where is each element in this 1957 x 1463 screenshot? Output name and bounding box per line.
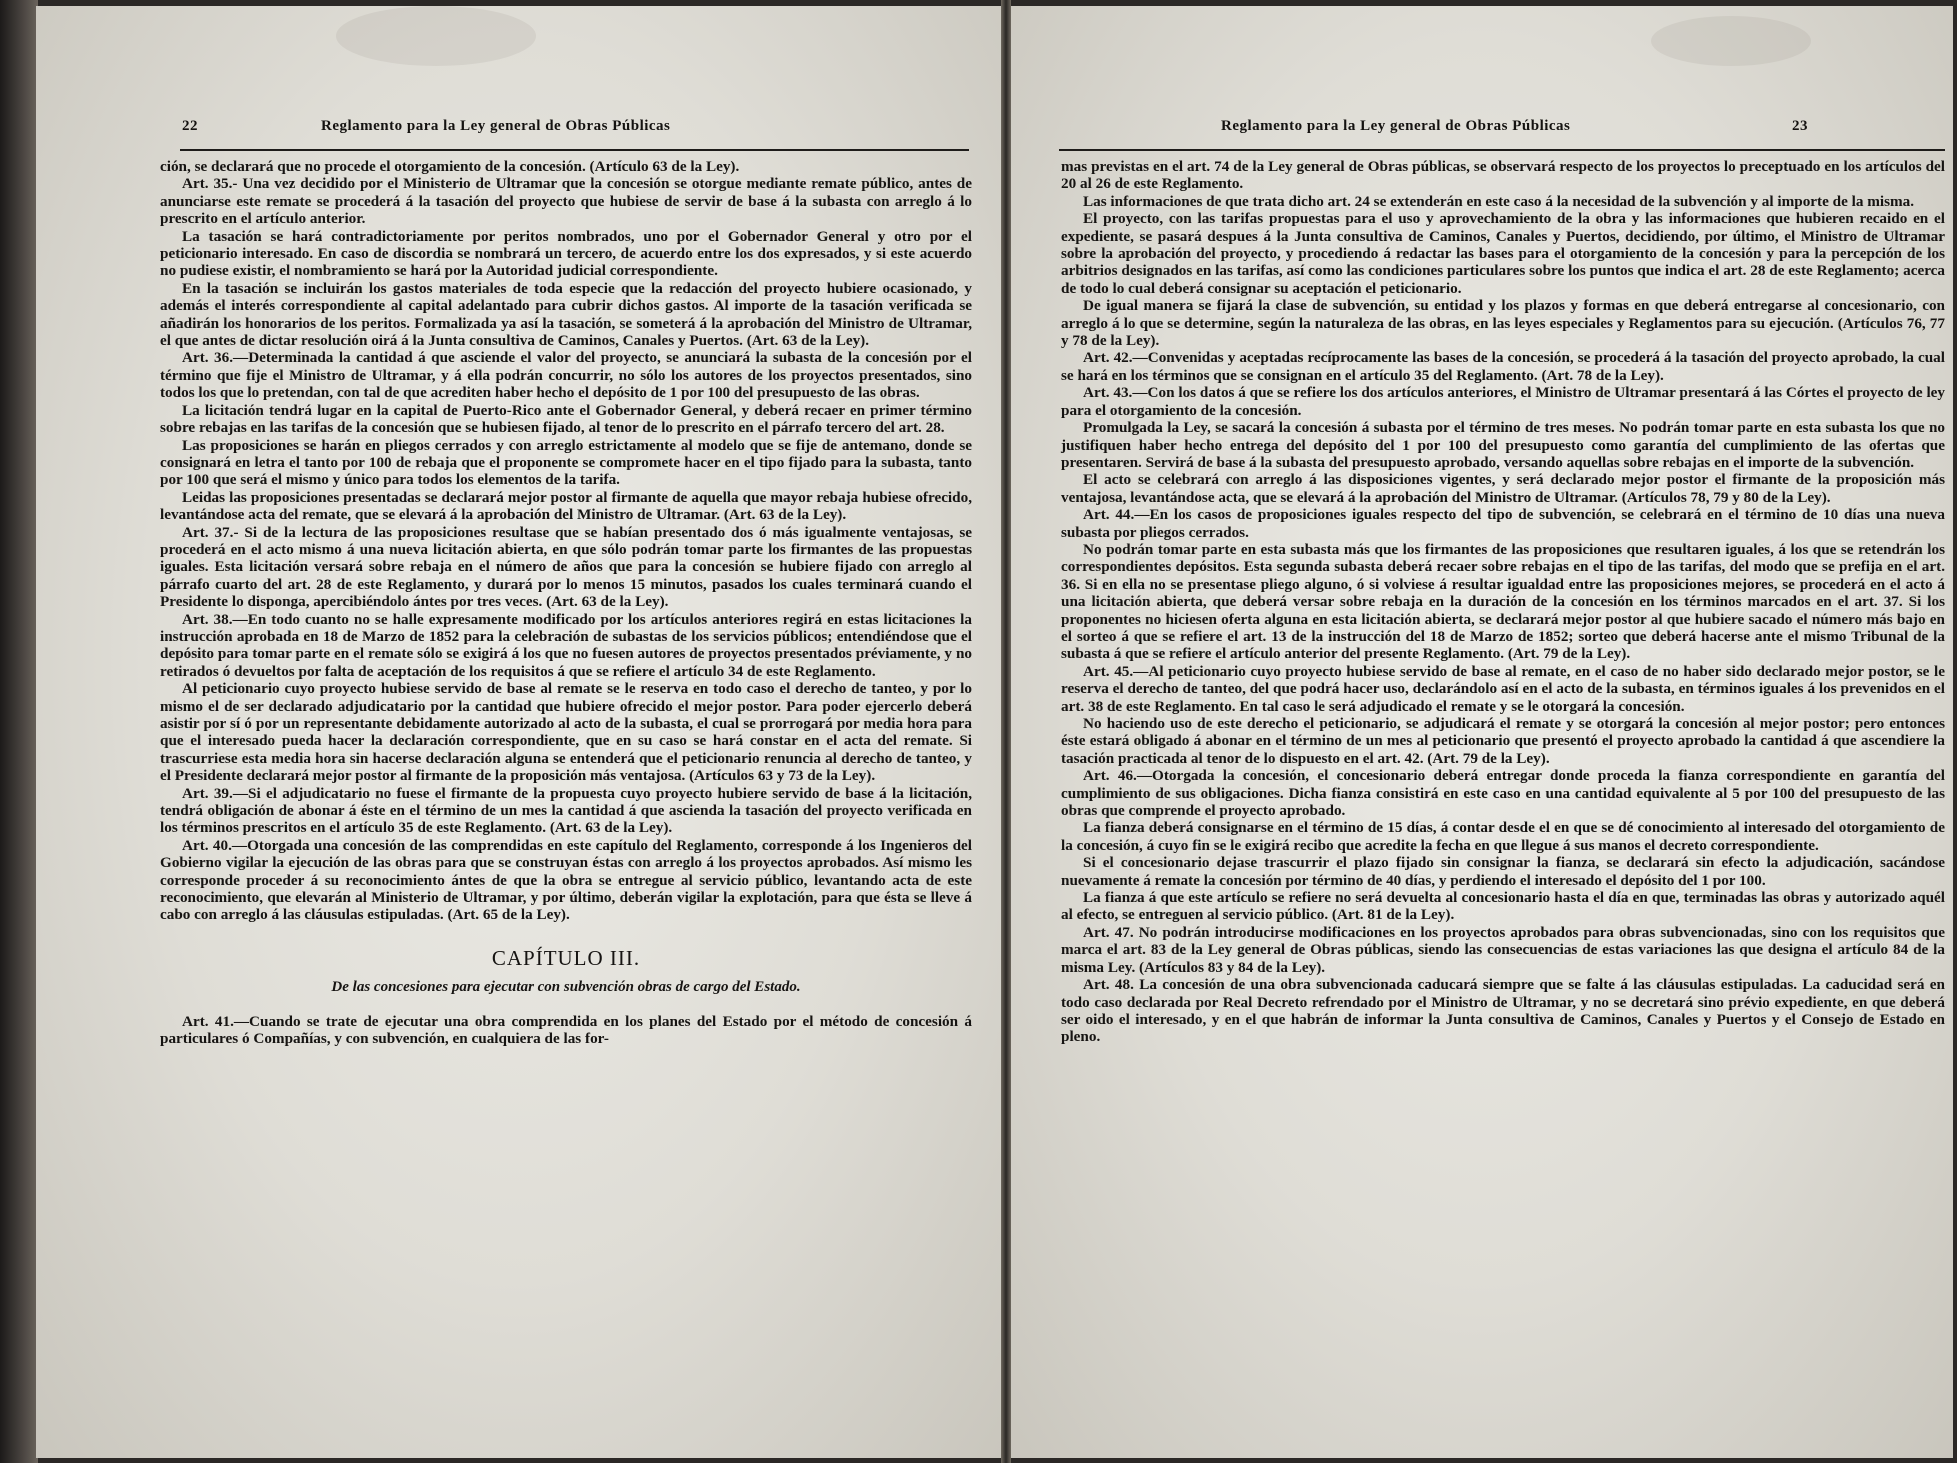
- paragraph: El acto se celebrará con arreglo á las disposiciones vigentes, y será declarado mejor postor el firmante de la proposición más ventajosa, levantándose acta, que se elevará á la aprobación del Ministro de Ultramar. (Artículos 78, 79 y 80 de la Ley).: [1061, 471, 1945, 506]
- paragraph: La tasación se hará contradictoriamente por peritos nombrados, uno por el Gobernador General y otro por el peticionario interesado. En caso de discordia se nombrará un tercero, de acuerdo entre los dos expresados, y si este acuerdo no pudiese existir, el nombramiento se hará por la Autoridad judicial correspondiente.: [160, 227, 972, 280]
- paragraph: Art. 35.- Una vez decidido por el Ministerio de Ultramar que la concesión se otorgue mediante remate público, antes de anunciarse este remate se procederá á la tasación del proyecto que hubiese de servir de base á la subasta con arreglo á lo prescrito en el artículo anterior.: [160, 175, 972, 228]
- left-header-rule: [180, 149, 969, 151]
- paragraph: La fianza deberá consignarse en el término de 15 días, á contar desde el en que se dé conocimiento al interesado del otorgamiento de la concesión, á cuyo fin se le exigirá recibo que acredite la fecha en que llegue á sus manos el decreto correspondiente.: [1061, 819, 1945, 854]
- left-page-number: 22: [182, 118, 198, 134]
- right-header-rule: [1059, 149, 1945, 151]
- paragraph: Art. 43.—Con los datos á que se refiere los dos artículos anteriores, el Ministro de Ultramar presentará á las Córtes el proyecto de ley para el otorgamiento de la concesión.: [1061, 384, 1945, 419]
- right-page: [1011, 6, 1953, 1458]
- chapter-heading: CAPÍTULO III.: [491, 945, 641, 970]
- paragraph: Art. 36.—Determinada la cantidad á que asciende el valor del proyecto, se anunciará la subasta de la concesión por el término que fije el Ministro de Ultramar, y á ella podrán concurrir, no sólo los autores de los proyectos presentados, sino todos los que lo pretendan, con tal de que acrediten haber hecho el depósito de 1 por 100 del presupuesto de las obras.: [160, 349, 972, 402]
- paragraph: La licitación tendrá lugar en la capital de Puerto-Rico ante el Gobernador General, y deberá recaer en primer término sobre rebajas en las tarifas de la concesión que se hubiesen fijado, al tenor de lo prescrito en el párrafo tercero del art. 28.: [160, 401, 972, 437]
- paragraph: Promulgada la Ley, se sacará la concesión á subasta por el término de tres meses. No podrán tomar parte en esta subasta los que no justifiquen haber hecho entrega del depósito del 1 por 100 del presupuesto como garantía del cumplimiento de las ofertas que presentaren. Servirá de base á la subasta del presupuesto aprobado, versando aquellas sobre rebajas en el importe de la subvención.: [1061, 419, 1945, 471]
- paragraph: De igual manera se fijará la clase de subvención, su entidad y los plazos y formas en que deberá entregarse al concesionario, con arreglo á lo que se determine, según la naturaleza de las obras, en las leyes especiales y Reglamentos para su ejecución. (Artículos 76, 77 y 78 de la Ley).: [1061, 297, 1945, 350]
- page-gutter: [1001, 0, 1011, 1463]
- right-body-text: [1061, 158, 1945, 1046]
- paragraph: Las proposiciones se harán en pliegos cerrados y con arreglo estrictamente al modelo que se fije de antemano, donde se consignará en letra el tanto por 100 de rebaja que el proponente se compromete hacer en el tipo fijado para la subasta, tanto por 100 que será el mismo y único para todos los elementos de la tarifa.: [160, 436, 972, 489]
- paper-stain: [1651, 16, 1811, 66]
- paragraph: No haciendo uso de este derecho el peticionario, se adjudicará el remate y se otorgará la concesión al mejor postor; pero entonces éste estará obligado á abonar en el término de un mes al peticionario que presentó el proyecto aprobado la cantidad á que ascendiere la tasación practicada al tenor de lo dispuesto en el art. 42. (Art. 79 de la Ley).: [1061, 715, 1945, 767]
- paragraph: Art. 38.—En todo cuanto no se halle expresamente modificado por los artículos anteriores regirá en estas licitaciones la instrucción aprobada en 18 de Marzo de 1852 para la celebración de subastas de los servicios públicos; entendiéndose que el depósito para tomar parte en el remate sólo se exigirá á los que no fuesen autores de proyectos presentados préviamente, y no retirados ó devueltos por falta de aceptación de los requisitos á que se refiere el artículo 34 de este Reglamento.: [160, 610, 972, 680]
- left-page: [36, 6, 1001, 1458]
- paragraph: En la tasación se incluirán los gastos materiales de toda especie que la redacción del proyecto hubiere ocasionado, y además el interés correspondiente al capital adelantado para cubrir dichos gastos. Al importe de la tasación verificada se añadirán los honorarios de los peritos. Formalizada ya así la tasación, se someterá á la aprobación del Ministro de Ultramar, el que antes de dictar resolución oirá á la Junta consultiva de Caminos, Canales y Puertos. (Art. 63 de la Ley).: [160, 279, 972, 350]
- paragraph: La fianza á que este artículo se refiere no será devuelta al concesionario hasta el día en que, terminadas las obras y autorizado aquél al efecto, se entreguen al servicio público. (Art. 81 de la Ley).: [1061, 889, 1945, 924]
- paragraph: Art. 40.—Otorgada una concesión de las comprendidas en este capítulo del Reglamento, corresponde á los Ingenieros del Gobierno vigilar la ejecución de las obras para que se construyan éstas con arreglo á los proyectos aprobados. Así mismo les corresponde proceder á su reconocimiento ántes de que la obra se entregue al servicio público, levantando acta de este reconocimiento, que elevarán al Ministerio de Ultramar, y por último, deberán vigilar la explotación, para que ésta se lleve á cabo con arreglo á las cláusulas estipuladas. (Art. 65 de la Ley).: [160, 836, 972, 924]
- paragraph: Art. 39.—Si el adjudicatario no fuese el firmante de la propuesta cuyo proyecto hubiere servido de base á la licitación, tendrá obligación de abonar á éste en el término de un mes la cantidad á que ascienda la tasación del proyecto verificada en los términos prescritos en el artículo 35 de este Reglamento. (Art. 63 de la Ley).: [160, 784, 972, 837]
- paragraph: Art. 37.- Si de la lectura de las proposiciones resultase que se habían presentado dos ó más igualmente ventajosas, se procederá en el acto mismo á una nueva licitación abierta, en que sólo podrán tomar parte los firmantes de las propuestas iguales. Esta licitación versará sobre rebaja en el número de años que para la concesión se hubiere fijado con arreglo al párrafo cuarto del art. 28 de este Reglamento, y durará por lo menos 15 minutos, pasados los cuales terminará cuando el Presidente lo disponga, apercibiéndolo ántes por tres veces. (Art. 63 de la Ley).: [160, 523, 972, 611]
- paragraph: No podrán tomar parte en esta subasta más que los firmantes de las proposiciones que resultaren iguales, á los que se retendrán los correspondientes depósitos. Esta segunda subasta deberá recaer sobre rebajas en el tipo de las tarifas, del modo que se prefija en el art. 36. Si en ella no se presentase pliego alguno, ó si volviese á resultar igualdad entre las proposiciones mejores, se procederá en el acto á una licitación abierta, que deberá versar sobre rebaja en la duración de la concesión en los términos marcados en el art. 37. Si los proponentes no hiciesen oferta alguna en esta licitación abierta, se declarará mejor postor al que hubiere sacado el número más bajo en el sorteo á que se refiere el art. 13 de la instrucción del 18 de Marzo de 1852; sorteo que deberá hacerse ante el mismo Tribunal de la subasta á que se refiere el artículo anterior del presente Reglamento. (Art. 79 de la Ley).: [1061, 540, 1945, 663]
- book-binding: [0, 0, 38, 1463]
- paragraph: Leidas las proposiciones presentadas se declarará mejor postor al firmante de aquella que mayor rebaja hubiese ofrecido, levantándose acta del remate, que se elevará á la aprobación del Ministro de Ultramar. (Art. 63 de la Ley).: [160, 488, 972, 524]
- paragraph: Art. 46.—Otorgada la concesión, el concesionario deberá entregar donde proceda la fianza correspondiente en garantía del cumplimiento de sus obligaciones. Dicha fianza consistirá en este caso en una cantidad equivalente al 5 por 100 del presupuesto de las obras que comprende el proyecto aprobado.: [1061, 767, 1945, 820]
- left-running-head: [36, 118, 1001, 142]
- right-running-title: Reglamento para la Ley general de Obras Públicas: [1221, 118, 1571, 134]
- paragraph: Art. 45.—Al peticionario cuyo proyecto hubiese servido de base al remate, en el caso de no haber sido declarado mejor postor, se le reserva el derecho de tanteo, del que podrá hacer uso, declarándolo así en el acto de la subasta, en términos iguales á los prevenidos en el art. 38 de este Reglamento. En tal caso le será adjudicado el remate y se le otorgará la concesión.: [1061, 662, 1945, 715]
- paragraph: El proyecto, con las tarifas propuestas para el uso y aprovechamiento de la obra y las informaciones que hubieren recaido en el expediente, se pasará despues á la Junta consultiva de Caminos, Canales y Puertos, decidiendo, por último, el Ministro de Ultramar sobre la aprobación del proyecto, y procediendo á redactar las bases para el otorgamiento de la concesión y para la percepción de los arbitrios designados en las tarifas, así como las condiciones particulares sobre los puntos que indica el art. 28 de este Reglamento; acerca de todo lo cual deberá consignar su aceptación el peticionario.: [1061, 210, 1945, 297]
- paragraph: Las informaciones de que trata dicho art. 24 se extenderán en este caso á la necesidad de la subvención y al importe de la misma.: [1083, 192, 1915, 210]
- left-running-title: Reglamento para la Ley general de Obras Públicas: [321, 118, 671, 134]
- paragraph: Art. 41.—Cuando se trate de ejecutar una obra comprendida en los planes del Estado por el método de concesión á particulares ó Compañías, y con subvención, en cualquiera de las for-: [160, 1012, 972, 1048]
- left-body-text: [160, 158, 972, 1048]
- chapter-subtitle: De las concesiones para ejecutar con subvención obras de cargo del Estado.: [331, 979, 801, 996]
- paragraph: Al peticionario cuyo proyecto hubiese servido de base al remate se le reserva en todo caso el derecho de tanteo, y por lo mismo el de ser declarado adjudicatario por la cantidad que hubiere ofrecido el mejor postor. Para poder ejercerlo deberá asistir por sí ó por un representante debidamente autorizado al acto de la subasta, el cual se prorrogará por media hora para que el interesado pueda hacer la declaración correspondiente, que en su caso se hará constar en el acta del remate. Si trascurriese esta media hora sin hacerse declaración alguna se entenderá que el peticionario renuncia al derecho de tanteo, y el Presidente declarará mejor postor al firmante de la proposición más ventajosa. (Artículos 63 y 73 de la Ley).: [160, 680, 972, 785]
- right-page-number: 23: [1792, 118, 1808, 134]
- right-running-head: [1011, 118, 1953, 142]
- paragraph: Si el concesionario dejase trascurrir el plazo fijado sin consignar la fianza, se declarará sin efecto la adjudicación, sacándose nuevamente á remate la concesión por término de 40 días, y perdiendo el interesado el depósito del 1 por 100.: [1061, 854, 1945, 889]
- paragraph: Art. 42.—Convenidas y aceptadas recíprocamente las bases de la concesión, se procederá á la tasación del proyecto aprobado, la cual se hará en los términos que se consignan en el artículo 35 del Reglamento. (Art. 78 de la Ley).: [1061, 349, 1945, 384]
- paragraph: Art. 47. No podrán introducirse modificaciones en los proyectos aprobados para obras subvencionadas, sino con los requisitos que marca el art. 83 de la Ley general de Obras públicas, siendo las consecuencias de estas variaciones las que designa el artículo 84 de la misma Ley. (Artículos 83 y 84 de la Ley).: [1061, 923, 1945, 976]
- paragraph: mas previstas en el art. 74 de la Ley general de Obras públicas, se observará respecto de los proyectos lo preceptuado en los artículos del 20 al 26 de este Reglamento.: [1061, 158, 1945, 193]
- paragraph: Art. 48. La concesión de una obra subvencionada caducará siempre que se falte á las cláusulas estipuladas. La caducidad será en todo caso declarada por Real Decreto refrendado por el Ministro de Ultramar, y no se decretará sino prévio expediente, en que deberá ser oido el interesado, y en el que habrán de informar la Junta consultiva de Caminos, Canales y Puertos y el Consejo de Estado en pleno.: [1061, 976, 1945, 1046]
- paragraph: Art. 44.—En los casos de proposiciones iguales respecto del tipo de subvención, se celebrará en el término de 10 días una nueva subasta por pliegos cerrados.: [1061, 506, 1945, 541]
- paper-stain: [336, 6, 536, 66]
- paragraph: ción, se declarará que no procede el otorgamiento de la concesión. (Artículo 63 de la Ley).: [160, 158, 740, 175]
